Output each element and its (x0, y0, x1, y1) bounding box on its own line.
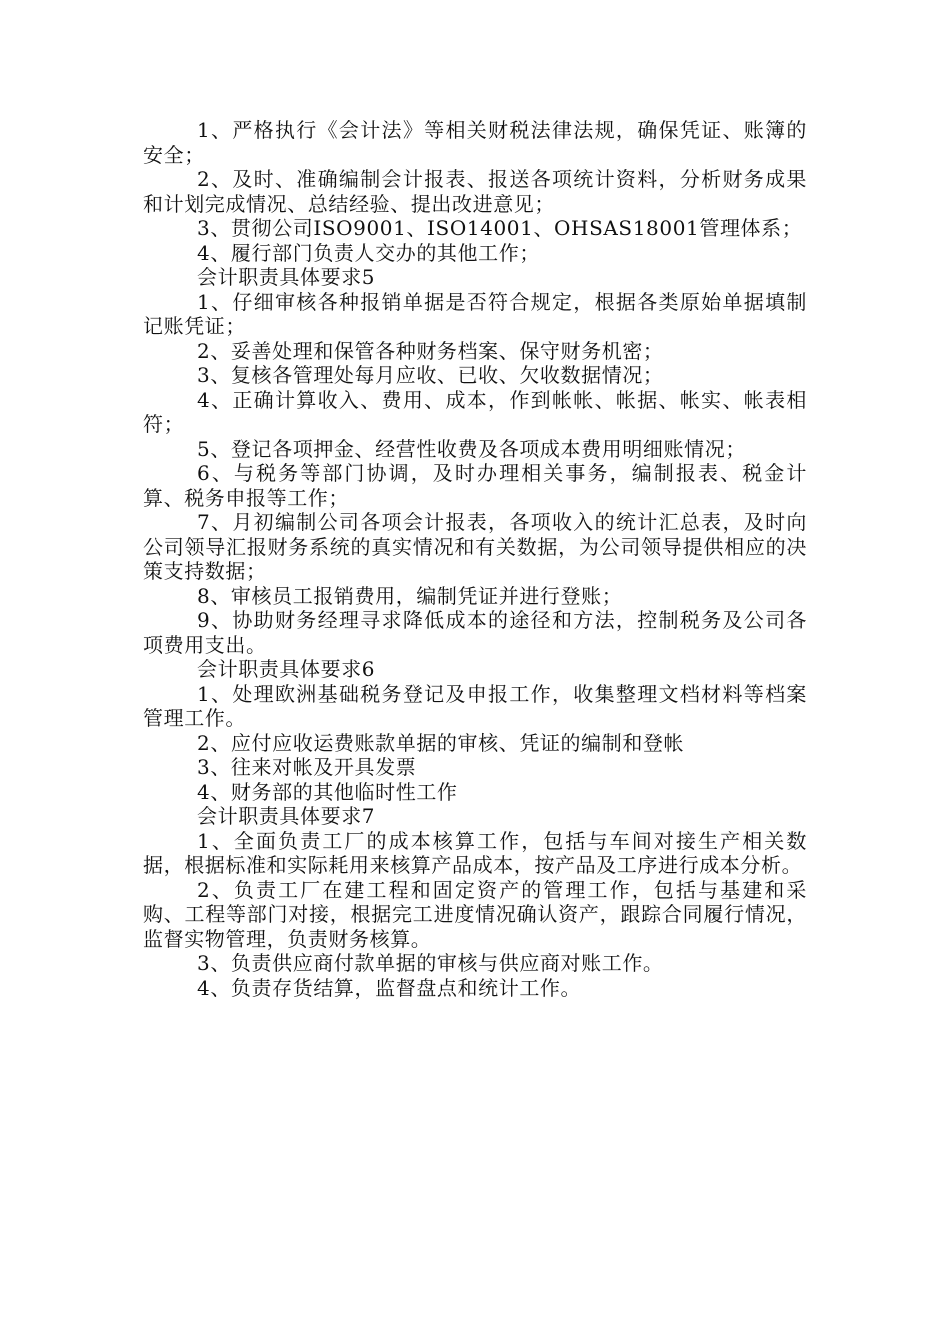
paragraph: 9、协助财务经理寻求降低成本的途径和方法，控制税务及公司各项费用支出。 (143, 608, 807, 657)
paragraph: 4、负责存货结算，监督盘点和统计工作。 (197, 975, 582, 1000)
paragraph: 7、月初编制公司各项会计报表，各项收入的统计汇总表，及时向公司领导汇报财务系统的真实情况和有关数据，为公司领导提供相应的决策支持数据； (143, 510, 807, 583)
paragraph: 3、往来对帐及开具发票 (197, 755, 417, 779)
section-heading: 会计职责具体要求6 (197, 657, 376, 681)
section-heading: 会计职责具体要求5 (197, 265, 376, 289)
paragraph: 1、严格执行《会计法》等相关财税法律法规，确保凭证、账簿的安全； (143, 118, 807, 167)
paragraph: 4、正确计算收入、费用、成本，作到帐帐、帐据、帐实、帐表相符； (143, 387, 807, 436)
paragraph: 2、妥善处理和保管各种财务档案、保守财务机密； (197, 338, 664, 363)
paragraph: 3、负责供应商付款单据的审核与供应商对账工作。 (197, 951, 664, 975)
paragraph: 1、处理欧洲基础税务登记及申报工作，收集整理文档材料等档案管理工作。 (143, 681, 807, 730)
paragraph: 2、负责工厂在建工程和固定资产的管理工作，包括与基建和采购、工程等部门对接，根据完工进度情况确认资产，跟踪合同履行情况，监督实物管理，负责财务核算。 (143, 877, 807, 951)
paragraph: 1、全面负责工厂的成本核算工作，包括与车间对接生产相关数据，根据标准和实际耗用来核算产品成本，按产品及工序进行成本分析。 (143, 828, 807, 877)
section-heading: 会计职责具体要求7 (197, 804, 376, 828)
paragraph: 1、仔细审核各种报销单据是否符合规定，根据各类原始单据填制记账凭证； (143, 289, 807, 338)
paragraph: 6、与税务等部门协调，及时办理相关事务，编制报表、税金计算、税务申报等工作； (143, 461, 807, 510)
paragraph: 2、应付应收运费账款单据的审核、凭证的编制和登帐 (197, 730, 685, 755)
paragraph: 3、贯彻公司ISO9001、ISO14001、OHSAS18001管理体系； (197, 216, 803, 240)
paragraph: 4、履行部门负责人交办的其他工作； (197, 240, 540, 265)
paragraph: 5、登记各项押金、经营性收费及各项成本费用明细账情况； (197, 436, 746, 461)
paragraph: 4、财务部的其他临时性工作 (197, 779, 458, 804)
paragraph: 3、复核各管理处每月应收、已收、欠收数据情况； (197, 363, 664, 387)
document-body (143, 118, 807, 1000)
paragraph: 2、及时、准确编制会计报表、报送各项统计资料，分析财务成果和计划完成情况、总结经验、提出改进意见； (143, 167, 807, 216)
paragraph: 8、审核员工报销费用，编制凭证并进行登账； (197, 583, 623, 608)
